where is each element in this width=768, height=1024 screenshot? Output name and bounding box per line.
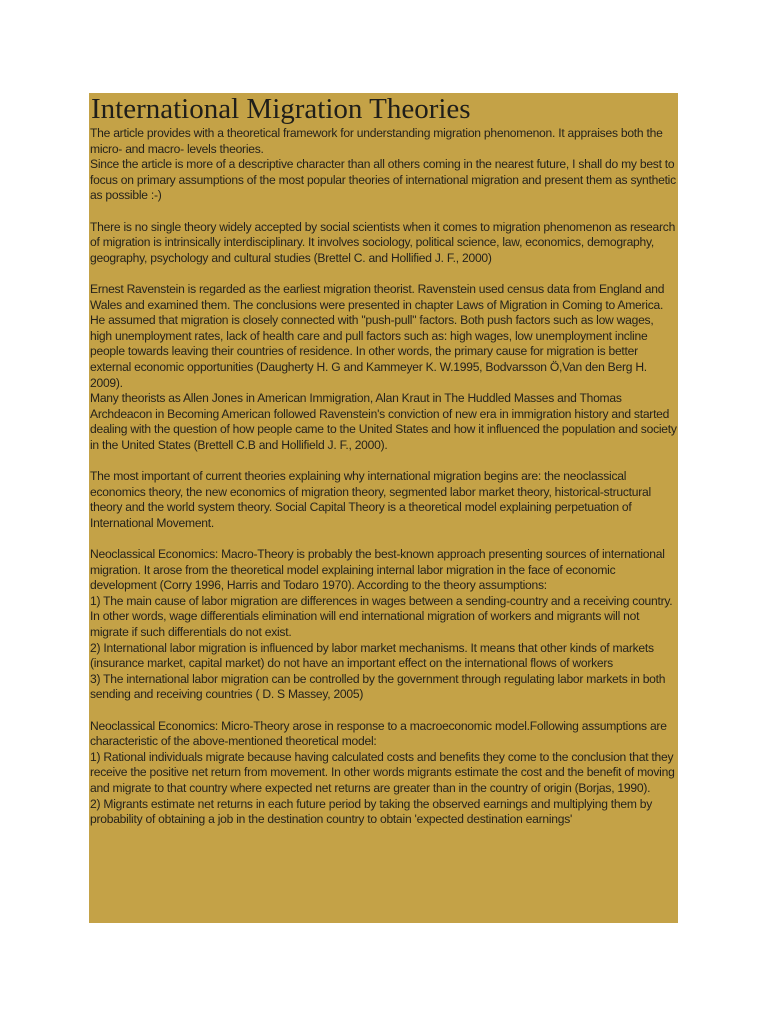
paragraph-no-single-theory: There is no single theory widely accepted by social scientists when it comes to migration phenomenon as research of migration is intrinsically interdisciplinary. It involves sociology, political science, law, economics, demography, geography, psychology and cultural studies (Brettel C. and Hollified J. F., 2000): [90, 219, 676, 265]
paragraph-micro-theory: Neoclassical Economics: Micro-Theory arose in response to a macroeconomic model.Following assumptions are characteristic of the above-mentioned theoretical model: 1) Rational individuals migrate because having calculated costs and benefits they come to the conclusion that they receive the positive net return from movement. In other words migrants estimate the cost and the benefit of moving and migrate to that country where expected net returns are greater than in the country of origin (Borjas, 1990). 2) Migrants estimate net returns in each future period by taking the observed earnings and multiplying them by probability of obtaining a job in the destination country to obtain 'expected destination earnings': [90, 718, 675, 827]
document-body: [89, 126, 678, 828]
paragraph-macro-theory: Neoclassical Economics: Macro-Theory is probably the best-known approach presenting sources of international migration. It arose from the theoretical model explaining internal labor migration in the face of economic development (Corry 1996, Harris and Todaro 1970). According to the theory assumptions: 1) The main cause of labor migration are differences in wages between a sending-country and a receiving country. In other words, wage differentials elimination will end international migration of workers and migrants will not migrate if such differentials do not exist. 2) International labor migration is influenced by labor market mechanisms. It means that other kinds of markets (insurance market, capital market) do not have an important effect on the international flows of workers 3) The international labor migration can be controlled by the government through regulating labor markets in both sending and receiving countries ( D. S Massey, 2005): [90, 547, 673, 702]
document-page: [89, 93, 678, 923]
paragraph-current-theories: The most important of current theories explaining why international migration begins are: the neoclassical economics theory, the new economics of migration theory, segmented labor market theory, historical-structural theory and the world system theory. Social Capital Theory is a theoretical model explaining perpetuation of International Movement.: [90, 469, 651, 530]
paragraph-ravenstein: Ernest Ravenstein is regarded as the earliest migration theorist. Ravenstein used census data from England and Wales and examined them. The conclusions were presented in chapter Laws of Migration in Coming to America. He assumed that migration is closely connected with "push-pull" factors. Both push factors such as low wages, high unemployment rates, lack of health care and pull factors such as: high wages, low unemployment incline people towards leaving their countries of residence. In other words, the primary cause for migration is better external economic opportunities (Daugherty H. G and Kammeyer K. W.1995, Bodvarsson Ö,Van den Berg H. 2009). Many theorists as Allen Jones in American Immigration, Alan Kraut in The Huddled Masses and Thomas Archdeacon in Becoming American followed Ravenstein's conviction of new era in immigration history and started dealing with the question of how people came to the United States and how it influenced the population and society in the United States (Brettell C.B and Hollifield J. F., 2000).: [90, 281, 677, 452]
document-title: International Migration Theories: [91, 93, 471, 125]
paragraph-intro: The article provides with a theoretical framework for understanding migration phenomenon. It appraises both the micro- and macro- levels theories. Since the article is more of a descriptive character than all others coming in the nearest future, I shall do my best to focus on primary assumptions of the most popular theories of international migration and present them as synthetic as possible :-): [90, 126, 676, 203]
